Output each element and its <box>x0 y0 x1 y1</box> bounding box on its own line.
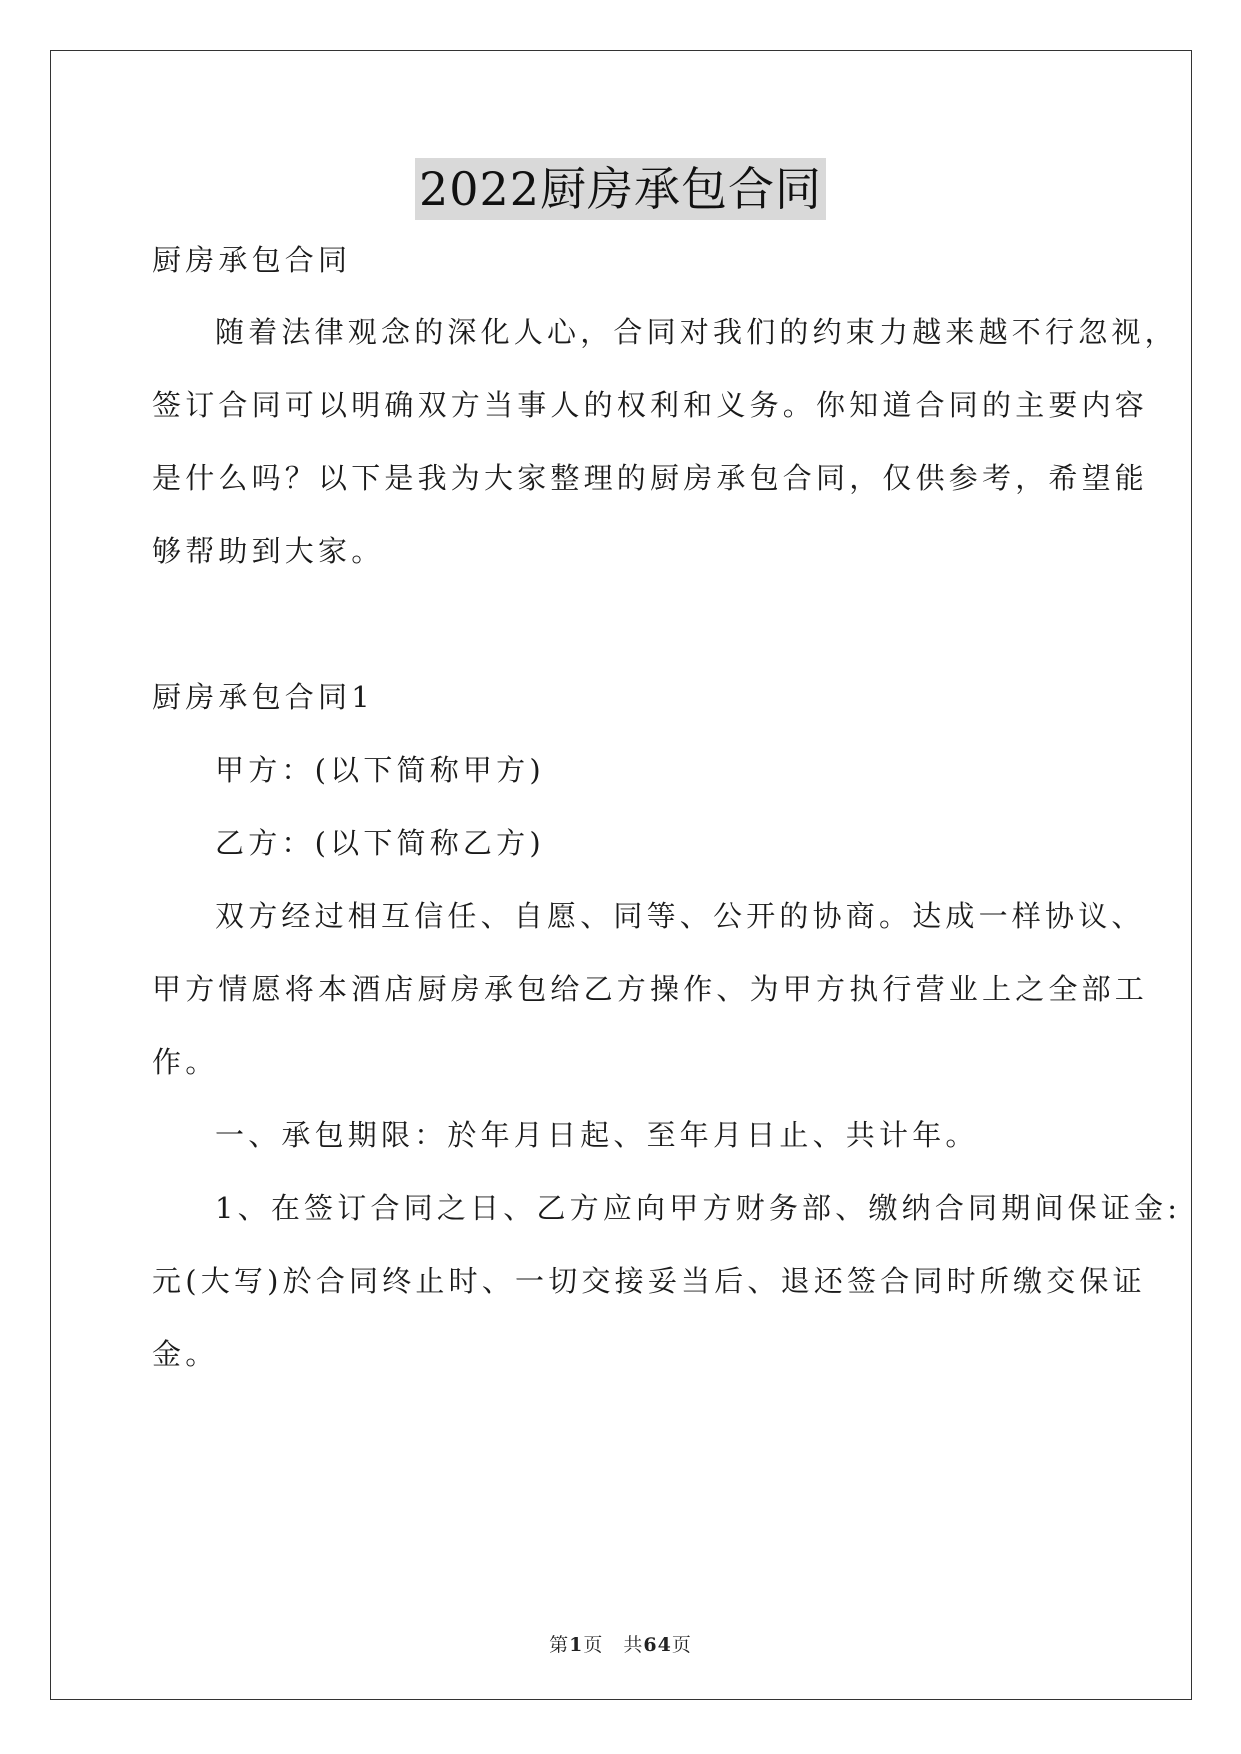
page-footer <box>0 1630 1241 1657</box>
footer-prefix: 第 <box>549 1634 570 1656</box>
page-border <box>50 50 1192 1700</box>
section-heading: 厨房承包合同 <box>152 243 352 277</box>
paragraph-line: 签订合同可以明确双方当事人的权利和义务。你知道合同的主要内容 <box>152 388 1149 422</box>
paragraph-line: 金。 <box>152 1337 219 1371</box>
current-page-number: 1 <box>569 1634 584 1656</box>
paragraph-line: 元(大写)於合同终止时、一切交接妥当后、退还签合同时所缴交保证 <box>152 1264 1146 1298</box>
clause-heading: 一、承包期限：於年月日起、至年月日止、共计年。 <box>215 1118 979 1152</box>
paragraph-line: 是什么吗？以下是我为大家整理的厨房承包合同，仅供参考，希望能 <box>152 461 1149 495</box>
paragraph-line: 作。 <box>152 1045 219 1079</box>
paragraph-line: 双方经过相互信任、自愿、同等、公开的协商。达成一样协议、 <box>215 899 1145 933</box>
paragraph-line: 甲方情愿将本酒店厨房承包给乙方操作、为甲方执行营业上之全部工 <box>152 972 1149 1006</box>
footer-mid: 页 共 <box>583 1634 644 1656</box>
title-container <box>0 158 1241 220</box>
paragraph-line: 随着法律观念的深化人心，合同对我们的约束力越来越不行忽视， <box>215 315 1178 349</box>
contract-heading: 厨房承包合同1 <box>152 680 374 714</box>
paragraph-line: 够帮助到大家。 <box>152 534 385 568</box>
document-title: 2022厨房承包合同 <box>415 158 826 220</box>
footer-suffix: 页 <box>671 1634 692 1656</box>
paragraph-line: 1、在签订合同之日、乙方应向甲方财务部、缴纳合同期间保证金: <box>215 1191 1182 1225</box>
total-pages: 64 <box>643 1634 672 1656</box>
party-a-line: 甲方：(以下简称甲方) <box>215 753 545 787</box>
party-b-line: 乙方：(以下简称乙方) <box>215 826 545 860</box>
